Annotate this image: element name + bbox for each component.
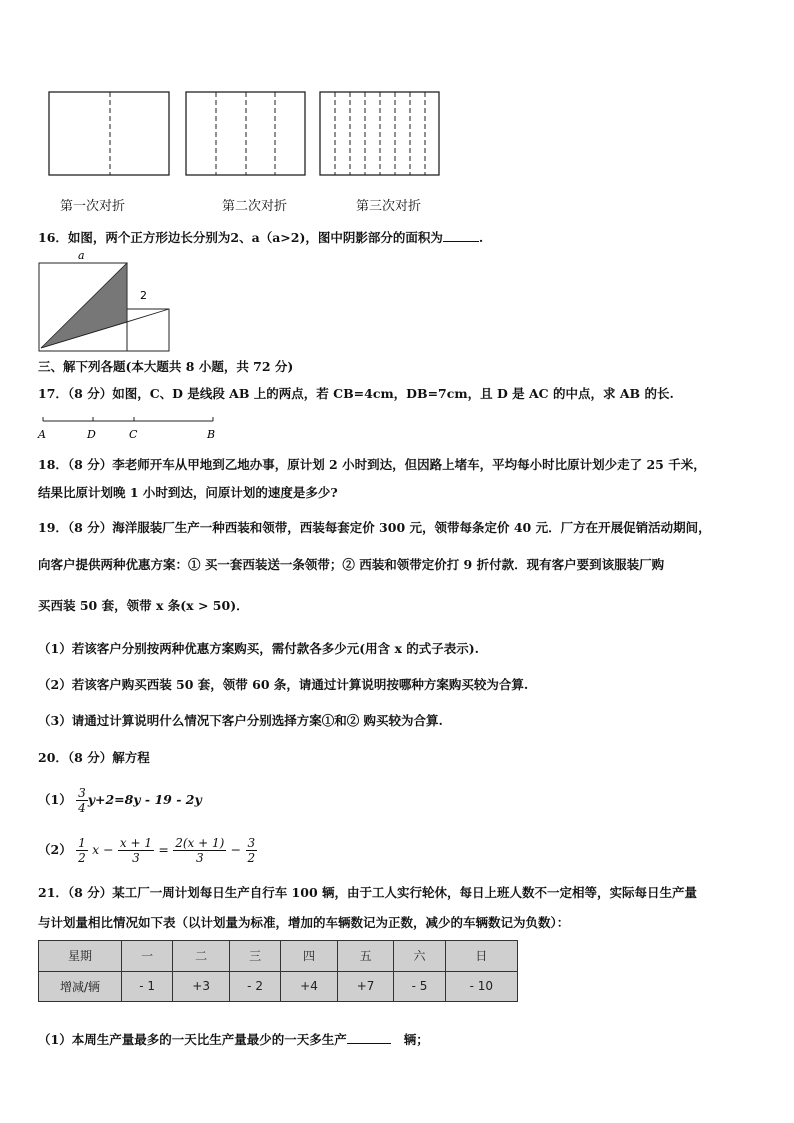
q17-text: 17．（8 分）如图，C、D 是线段 AB 上的两点，若 CB=4cm，DB=7cm，且 D 是 AC 的中点，求 AB 的长. (38, 386, 674, 401)
table-row (39, 941, 518, 972)
fraction: $\frac{1}{2}$ (78, 836, 86, 865)
point-d: D (87, 428, 96, 441)
fraction: $\frac{3}{2}$ (247, 836, 256, 865)
table-row (39, 971, 518, 1002)
folding-diagram (0, 0, 794, 185)
table-cell: 六 (394, 941, 445, 972)
table-cell: - 2 (229, 971, 280, 1002)
q21-sub-1: （1）本周生产量最多的一天比生产量最少的一天多生产 辆； (38, 1032, 429, 1047)
q19-sub-1: （1）若该客户分别按两种优惠方案购买，需付款各多少元(用含 x 的式子表示). (38, 641, 480, 656)
table-cell: - 5 (394, 971, 445, 1002)
q17-segment-figure (30, 410, 230, 444)
table-cell: 星期 (39, 941, 122, 972)
table-cell: - 1 (122, 971, 173, 1002)
table-cell: +3 (173, 971, 230, 1002)
q18-line-1: 18．（8 分）李老师开车从甲地到乙地办事，原计划 2 小时到达，但因路上堵车，平均每小时比原计划少走了 25 千米， (38, 457, 706, 472)
table-cell: 日 (445, 941, 517, 972)
table-cell: 四 (281, 941, 338, 972)
table-cell: - 10 (445, 971, 517, 1002)
q16-text: 16．如图，两个正方形边长分别为2、a（a>2)，图中阴影部分的面积为 . (38, 230, 484, 245)
section-3-heading: 三、解下列各题(本大题共 8 小题，共 72 分) (38, 359, 294, 374)
table-cell: 一 (122, 941, 173, 972)
answer-blank (443, 229, 479, 242)
q21-line-2: 与计划量相比情况如下表（以计划量为标准，增加的车辆数记为正数，减少的车辆数记为负数）： (38, 915, 570, 930)
fraction: $\frac{2(x + 1)}{3}$ (175, 836, 225, 865)
q20-equation-2: （2） $\frac{1}{2}$ x − $\frac{x + 1}{3}$ = $\frac{2(x + 1)}{3}$ − $\frac{3}{2}$ (38, 836, 256, 865)
table-cell: 五 (337, 941, 394, 972)
answer-blank (347, 1031, 391, 1044)
q19-line-2: 向客户提供两种优惠方案：① 买一套西装送一条领带；② 西装和领带定价打 9 折付款．现有客户要到该服装厂购 (38, 557, 665, 572)
fold-caption-2: 第二次对折 (222, 199, 288, 214)
fold-rect-1 (49, 92, 169, 175)
table-cell: 三 (229, 941, 280, 972)
point-b: B (207, 428, 216, 441)
q19-sub-2: （2）若该客户购买西装 50 套，领带 60 条，请通过计算说明按哪种方案购买较为合算. (38, 677, 529, 692)
q20-text: 20．（8 分）解方程 (38, 750, 150, 765)
fraction: $\frac{x + 1}{3}$ (119, 836, 153, 865)
fold-caption-3: 第三次对折 (356, 199, 422, 214)
label-2: 2 (140, 289, 147, 302)
fold-caption-1: 第一次对折 (60, 199, 126, 214)
q16-squares-figure (30, 248, 180, 353)
table-cell: 二 (173, 941, 230, 972)
table-cell: 增减/辆 (39, 971, 122, 1002)
table-cell: +7 (337, 971, 394, 1002)
q19-sub-3: （3）请通过计算说明什么情况下客户分别选择方案①和② 购买较为合算. (38, 713, 443, 728)
table-cell: +4 (281, 971, 338, 1002)
fraction: $\frac{3}{4}$ (78, 786, 86, 815)
q21-line-1: 21．（8 分）某工厂一周计划每日生产自行车 100 辆，由于工人实行轮休，每日上班人数不一定相等，实际每日生产量 (38, 885, 697, 900)
q20-equation-1: （1） $\frac{3}{4}$ y+2=8y - 19 - 2y (38, 786, 202, 815)
q19-line-1: 19．（8 分）海洋服装厂生产一种西装和领带，西装每套定价 300 元，领带每条定价 40 元．厂方在开展促销活动期间， (38, 520, 711, 535)
q18-line-2: 结果比原计划晚 1 小时到达，问原计划的速度是多少? (38, 485, 338, 500)
q21-table (38, 940, 518, 1002)
point-a: A (38, 428, 46, 441)
label-a: a (78, 249, 85, 262)
q19-line-3: 买西装 50 套，领带 x 条(x > 50)． (38, 598, 249, 613)
point-c: C (129, 428, 138, 441)
